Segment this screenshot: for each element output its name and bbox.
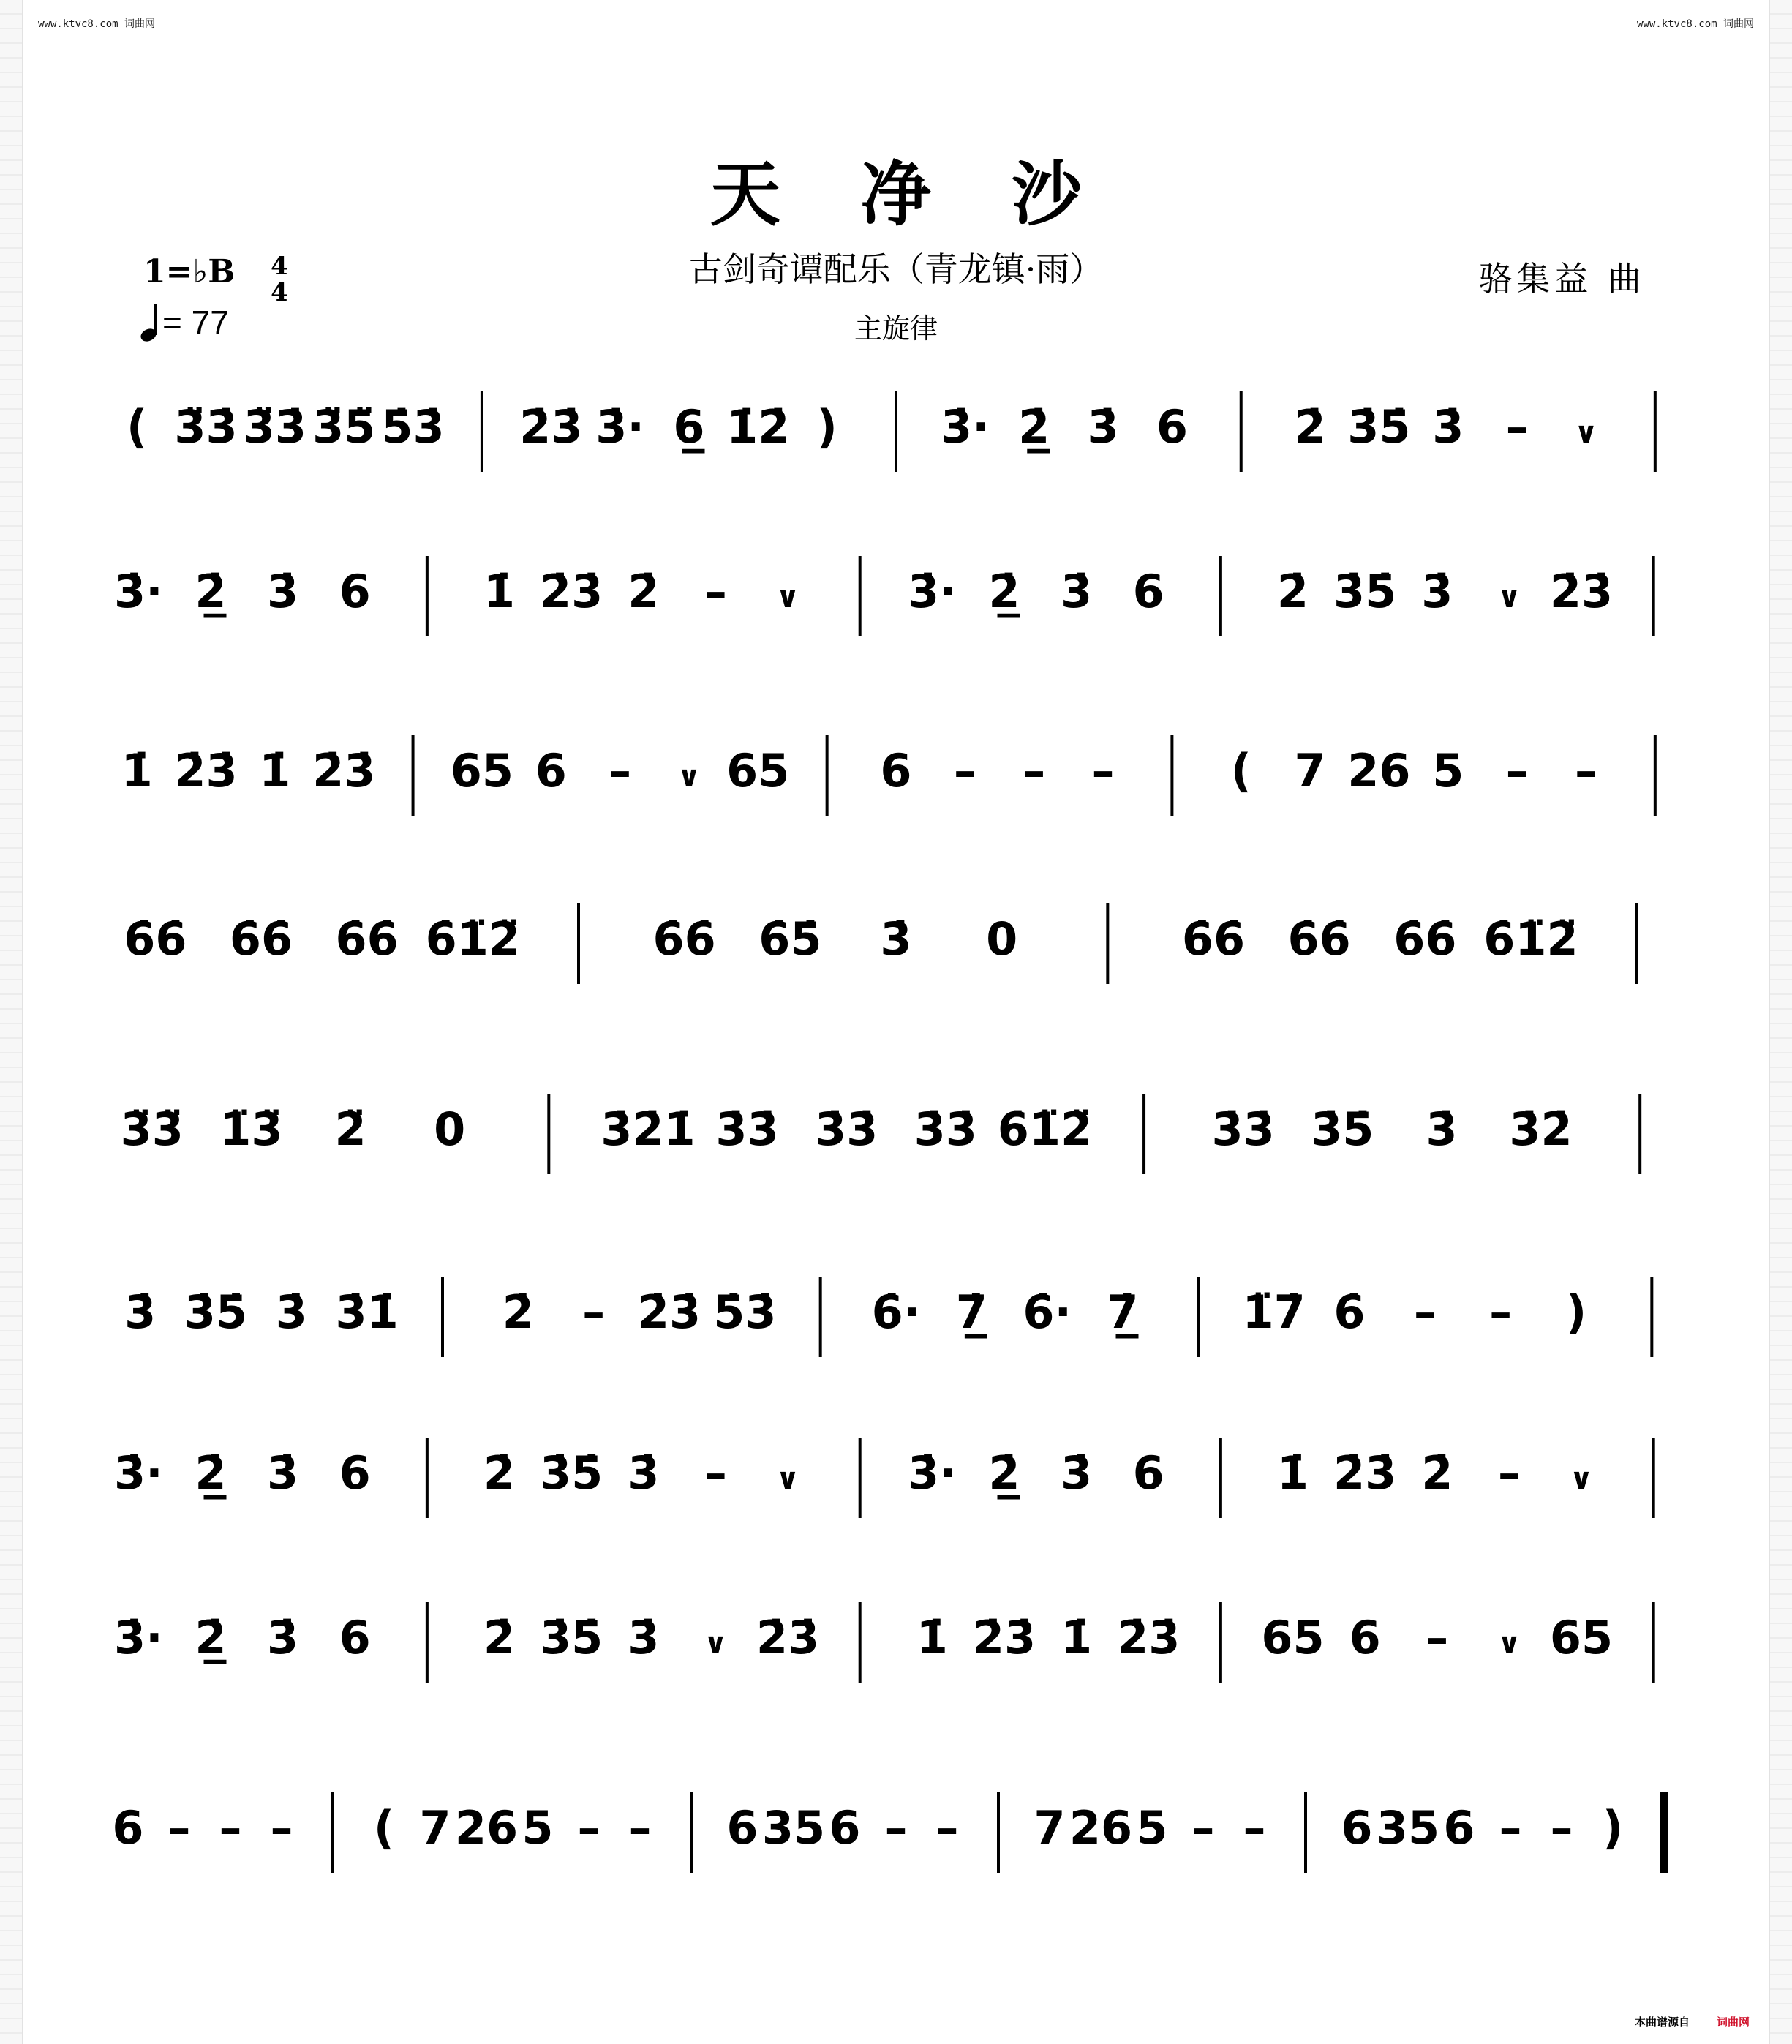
score-note: 35	[761, 1801, 826, 1855]
score-note: ∨	[775, 1462, 800, 1496]
score-note: 3̇	[1061, 1446, 1093, 1500]
bar-line	[1197, 1277, 1200, 1357]
score-note: 3̇	[880, 912, 912, 966]
score-note: 35	[1376, 1801, 1440, 1855]
score-line	[124, 1277, 1653, 1357]
bar-line	[1240, 391, 1243, 472]
score-note: –	[1489, 1285, 1513, 1339]
score-note: 6̇·	[1023, 1285, 1072, 1339]
score-line	[114, 1438, 1655, 1518]
score-note: 2̲̇	[988, 565, 1020, 618]
score-note: 2̲̇	[1018, 400, 1050, 454]
score-note: 2̇	[1276, 565, 1309, 618]
score-note: 2̇3̇	[1549, 565, 1614, 618]
score-note: –	[1243, 1801, 1266, 1855]
bar-line	[481, 391, 483, 472]
bar-line	[1650, 1277, 1653, 1357]
bar-line	[859, 556, 862, 636]
score-note: 3̇	[1421, 565, 1453, 618]
bar-line	[1638, 1094, 1641, 1174]
score-note: –	[704, 565, 727, 618]
score-note: 3̇	[1087, 400, 1119, 454]
score-note: 7̲̇	[955, 1285, 987, 1339]
score-line	[112, 1792, 1668, 1873]
score-note: 2̇3̇	[637, 1285, 701, 1339]
bar-line	[1219, 1602, 1222, 1683]
score-note: 6̇6̇	[229, 912, 293, 966]
score-note: 7	[419, 1801, 451, 1855]
bar-line	[997, 1792, 1000, 1873]
score-note: –	[1191, 1801, 1215, 1855]
score-note: –	[935, 1801, 959, 1855]
score-note: 2̇	[1294, 400, 1326, 454]
score-note: 6	[339, 1611, 371, 1664]
score-note: –	[1426, 1611, 1449, 1664]
score-note: 2̇	[483, 1446, 516, 1500]
score-note: 3̇·	[113, 1446, 163, 1500]
score-note: –	[1023, 744, 1046, 797]
score-note: –	[628, 1801, 652, 1855]
score-note: 2̇	[628, 565, 660, 618]
bar-line	[426, 556, 429, 636]
score-note: 3̇·	[940, 400, 990, 454]
score-note: 3̇	[628, 1611, 660, 1664]
bar-line	[859, 1602, 862, 1683]
score-note: 6	[880, 744, 912, 797]
score-note: 2̲̇	[195, 1611, 227, 1664]
bar-line	[1106, 903, 1109, 984]
score-note: –	[1091, 744, 1115, 797]
score-note: 3̇1̇	[335, 1285, 399, 1339]
song-subtitle: 古剑奇谭配乐（青龙镇·雨）	[688, 249, 1104, 289]
score-line	[121, 1094, 1642, 1174]
score-note: 3̇	[275, 1285, 307, 1339]
bar-line	[1654, 735, 1657, 816]
score-note: 26	[1069, 1801, 1133, 1855]
score-note: 3̇·	[113, 1611, 163, 1664]
score-note: 65	[1549, 1611, 1614, 1664]
score-note: 2̇	[1421, 1446, 1453, 1500]
score-note: 1̇	[1061, 1611, 1093, 1664]
score-note: ∨	[775, 581, 800, 615]
score-note: 3̇	[628, 1446, 660, 1500]
score-note: 6	[339, 1446, 371, 1500]
score-note: 6	[339, 565, 371, 618]
score-note: 0	[986, 912, 1018, 966]
bar-line	[1652, 1602, 1655, 1683]
score-note: –	[1505, 744, 1529, 797]
score-note: 6	[112, 1801, 144, 1855]
site-watermark-left: www.ktvc8.com 词曲网	[38, 18, 156, 30]
score-note: 3̇5̇	[539, 1611, 603, 1664]
score-note: –	[953, 744, 976, 797]
bar-line	[895, 391, 897, 472]
score-note: 6̇1̈2̈	[425, 912, 521, 966]
score-note: 6	[1132, 1446, 1164, 1500]
key-signature: 1=♭B	[143, 253, 236, 290]
bar-line	[819, 1277, 822, 1357]
score-note: 6	[829, 1801, 861, 1855]
score-note: –	[270, 1801, 293, 1855]
score-note: ∨	[677, 760, 701, 794]
bar-line	[690, 1792, 693, 1873]
score-note: –	[884, 1801, 908, 1855]
song-part-label: 主旋律	[854, 312, 938, 345]
score-note: –	[1499, 1801, 1522, 1855]
score-note: 3̇5̇	[184, 1285, 248, 1339]
score-note: 6	[726, 1801, 758, 1855]
bar-line	[826, 735, 829, 816]
score-note: 5	[1136, 1801, 1168, 1855]
score-note: 1̇2̇	[726, 400, 790, 454]
score-note: 3̈3̈	[120, 1102, 184, 1156]
score-note: 6	[1156, 400, 1188, 454]
score-note: 5	[1432, 744, 1464, 797]
bar-line	[1219, 1438, 1222, 1518]
song-title: 天净沙	[710, 153, 1162, 236]
score-line	[127, 391, 1657, 472]
score-note: 6̇6̇	[124, 912, 187, 966]
score-note: 65	[726, 744, 790, 797]
score-line	[114, 556, 1655, 636]
score-note: 3̇3̇	[1211, 1102, 1275, 1156]
score-note: 3̇2̇1̇	[601, 1102, 696, 1156]
score-note: 2̇	[502, 1285, 534, 1339]
time-signature-top: 4	[271, 252, 288, 281]
score-note: 6̇·	[871, 1285, 921, 1339]
bar-line	[1660, 1792, 1668, 1873]
score-note: ∨	[1569, 1462, 1594, 1496]
score-note: 1̇	[483, 565, 516, 618]
score-note: 2̇	[483, 1611, 516, 1664]
site-watermark-right: www.ktvc8.com 词曲网	[1636, 18, 1754, 30]
score-note: 2̇3̇	[1117, 1611, 1181, 1664]
bar-line	[1635, 903, 1638, 984]
score-note: 6̇6̇	[652, 912, 716, 966]
score-note: 3̈3̇	[174, 400, 238, 454]
score-note: 6̇6̇	[335, 912, 399, 966]
score-note: )	[816, 400, 837, 454]
score-note: 6	[1341, 1801, 1373, 1855]
score-note: (	[127, 400, 148, 454]
score-note: 5̇3̇	[381, 400, 445, 454]
score-note: 6	[1132, 565, 1164, 618]
score-note: 1̇	[1276, 1446, 1309, 1500]
bar-line	[859, 1438, 862, 1518]
score-note: 7	[1294, 744, 1326, 797]
score-note: 6̇6̇	[1181, 912, 1246, 966]
score-note: 7̲̇	[1107, 1285, 1139, 1339]
score-note: –	[704, 1446, 727, 1500]
bar-line	[1304, 1792, 1307, 1873]
score-note: (	[373, 1801, 395, 1855]
score-note: 6̇1̈2̈	[1483, 912, 1578, 966]
score-note: 6	[1443, 1801, 1475, 1855]
score-note: 2̲̇	[988, 1446, 1020, 1500]
score-note: –	[582, 1285, 606, 1339]
score-note: 3̇	[124, 1285, 157, 1339]
score-note: –	[219, 1801, 242, 1855]
score-note: 3̇	[267, 1611, 299, 1664]
score-note: 3̇·	[595, 400, 644, 454]
score-note: 2̈	[334, 1102, 366, 1156]
score-note: –	[609, 744, 632, 797]
score-note: 2̇3̇	[756, 1611, 820, 1664]
score-note: 3̈3̇	[243, 400, 307, 454]
bar-line	[426, 1602, 429, 1683]
score-note: 2̇3̇	[519, 400, 583, 454]
score-note: 3̇	[1061, 565, 1093, 618]
bar-line	[331, 1792, 334, 1873]
score-note: 1̇	[121, 744, 153, 797]
score-note: 6̇6̇	[1287, 912, 1351, 966]
score-note: 3̇5̇	[539, 1446, 603, 1500]
footer-site-link[interactable]: 词曲网	[1716, 2015, 1750, 2029]
score-note: –	[1497, 1446, 1521, 1500]
score-note: 26	[454, 1801, 519, 1855]
tempo-value: = 77	[162, 304, 229, 342]
score-note: 6	[1349, 1611, 1381, 1664]
score-note: –	[1574, 744, 1597, 797]
score-note: 2̲̇	[195, 1446, 227, 1500]
bar-line	[1142, 1094, 1145, 1174]
score-note: 7	[1034, 1801, 1066, 1855]
score-note: –	[1413, 1285, 1437, 1339]
score-note: 3̇	[1426, 1102, 1458, 1156]
score-note: 5	[522, 1801, 554, 1855]
score-note: 3̇·	[907, 565, 957, 618]
score-line	[124, 903, 1638, 984]
score-note: 2̇3̇	[312, 744, 376, 797]
score-note: 6̇	[1333, 1285, 1366, 1339]
score-note: 6̇5̇	[758, 912, 822, 966]
score-note: 6̇6̇	[1393, 912, 1457, 966]
score-note: ∨	[1574, 416, 1598, 450]
bar-line	[1219, 556, 1222, 636]
score-note: 0	[434, 1102, 466, 1156]
score-note: 2̲̇	[195, 565, 227, 618]
bar-line	[426, 1438, 429, 1518]
score-note: 2̇3̇	[972, 1611, 1036, 1664]
score-note: 3̇	[267, 565, 299, 618]
score-note: –	[1505, 400, 1529, 454]
score-note: 3̇2̇	[1509, 1102, 1573, 1156]
score-note: 3̇3̇	[815, 1102, 878, 1156]
score-note: 3̇3̇	[715, 1102, 779, 1156]
time-signature-bottom: 4	[271, 278, 288, 307]
score-note: 3̇	[1432, 400, 1464, 454]
bar-line	[1652, 556, 1655, 636]
score-note: 3̇3̇	[914, 1102, 977, 1156]
score-note: 3̈5̈	[312, 400, 376, 454]
score-line	[114, 1602, 1655, 1683]
score-note: 1̈7̇	[1242, 1285, 1306, 1339]
score-note: –	[167, 1801, 191, 1855]
score-note: 2̇3̇	[1333, 1446, 1397, 1500]
score-note: 1̈3̈	[219, 1102, 283, 1156]
bar-line	[412, 735, 415, 816]
score-note: 26	[1347, 744, 1411, 797]
score-note: ∨	[1497, 1627, 1521, 1661]
composer-credit: 骆集益 曲	[1478, 259, 1646, 298]
score-note: ∨	[704, 1627, 728, 1661]
score-note: 2̇3̇	[539, 565, 603, 618]
score-note: ∨	[1497, 581, 1521, 615]
bar-line	[441, 1277, 444, 1357]
score-note: 6	[535, 744, 567, 797]
bar-line	[1170, 735, 1173, 816]
bar-line	[1654, 391, 1657, 472]
score-note: 5̇3̇	[713, 1285, 777, 1339]
score-note: 3̇	[267, 1446, 299, 1500]
bar-line	[547, 1094, 550, 1174]
score-note: 3̇5̇	[1333, 565, 1397, 618]
footer-source-label: 本曲谱源自	[1634, 2015, 1690, 2029]
score-note: 3̇5̇	[1347, 400, 1411, 454]
score-line	[121, 735, 1657, 816]
score-note: 1̇	[916, 1611, 948, 1664]
score-note: 6̇1̈2̈	[997, 1102, 1093, 1156]
score-note: (	[1230, 744, 1251, 797]
score-note: )	[1602, 1801, 1624, 1855]
score-note: 3̇5̇	[1311, 1102, 1374, 1156]
score-note: 6̲	[673, 400, 705, 454]
score-note: 3̇·	[907, 1446, 957, 1500]
score-note: 2̇3̇	[174, 744, 238, 797]
bar-line	[1652, 1438, 1655, 1518]
score-note: 65	[1261, 1611, 1325, 1664]
score-note: 65	[450, 744, 514, 797]
score-note: –	[577, 1801, 601, 1855]
score-note: –	[1550, 1801, 1573, 1855]
bar-line	[577, 903, 580, 984]
score-note: 3̇·	[113, 565, 163, 618]
score-note: 1̇	[259, 744, 291, 797]
score-note: )	[1565, 1285, 1587, 1339]
